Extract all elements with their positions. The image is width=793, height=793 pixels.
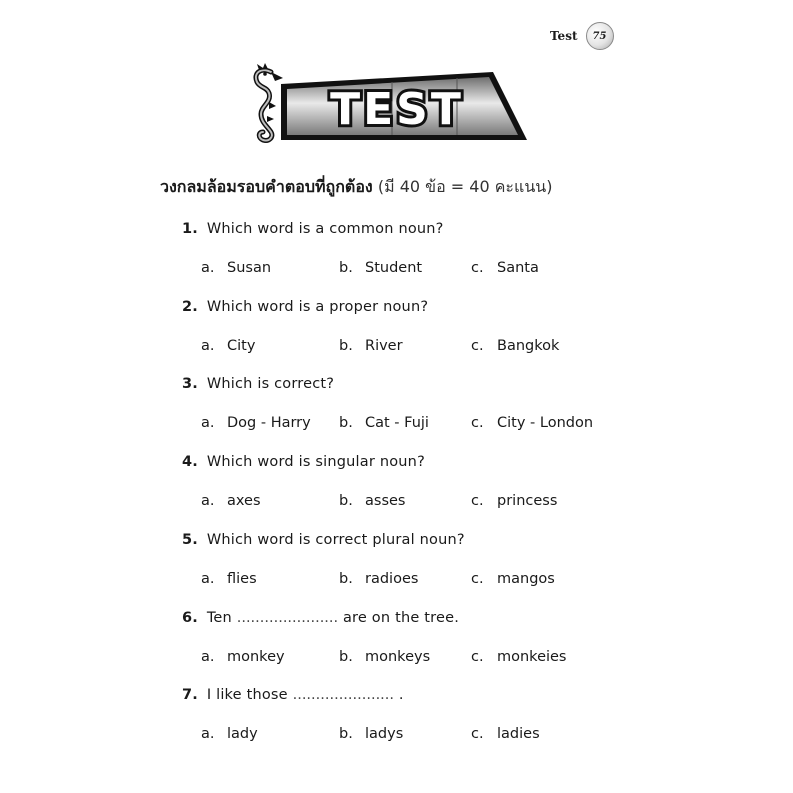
question-number: 6. bbox=[182, 610, 198, 626]
answer-options bbox=[182, 491, 702, 511]
question-4 bbox=[182, 452, 702, 522]
question-text: Which word is correct plural noun? bbox=[206, 532, 465, 548]
question-number: 2. bbox=[182, 299, 198, 315]
instruction bbox=[160, 175, 552, 200]
option-c[interactable]: c. Santa bbox=[471, 260, 539, 276]
instruction-thai: วงกลมล้อมรอบคำตอบที่ถูกต้อง bbox=[160, 177, 373, 196]
option-a[interactable]: a. lady bbox=[201, 726, 258, 742]
option-b[interactable]: b. radioes bbox=[339, 571, 419, 587]
page-number-badge: 75 bbox=[586, 22, 614, 50]
question-number: 3. bbox=[182, 376, 198, 392]
option-b[interactable]: b. asses bbox=[339, 493, 406, 509]
running-header-title: Test bbox=[550, 29, 578, 43]
option-b[interactable]: b. monkeys bbox=[339, 649, 431, 665]
option-a[interactable]: a. Susan bbox=[201, 260, 272, 276]
banner-title: TEST bbox=[330, 84, 464, 135]
answer-blank: ...................... bbox=[236, 610, 339, 626]
option-c[interactable]: c. Bangkok bbox=[471, 338, 560, 354]
answer-blank: ...................... bbox=[292, 687, 395, 703]
seahorse-icon bbox=[256, 63, 283, 140]
answer-options bbox=[182, 647, 702, 667]
question-number: 1. bbox=[182, 221, 198, 237]
instruction-points: (มี 40 ข้อ = 40 คะแนน) bbox=[377, 177, 553, 196]
question-text: Which word is singular noun? bbox=[206, 454, 425, 470]
question-3 bbox=[182, 374, 702, 444]
question-text: Which is correct? bbox=[206, 376, 335, 392]
option-c[interactable]: c. mangos bbox=[471, 571, 555, 587]
test-banner bbox=[247, 62, 529, 146]
option-a[interactable]: a. City bbox=[201, 338, 256, 354]
option-b[interactable]: b. Cat - Fuji bbox=[339, 415, 429, 431]
question-text-before: I like those bbox=[206, 687, 288, 703]
answer-options bbox=[182, 413, 702, 433]
option-c[interactable]: c. City - London bbox=[471, 415, 594, 431]
question-number: 4. bbox=[182, 454, 198, 470]
question-number: 5. bbox=[182, 532, 198, 548]
running-header bbox=[550, 22, 614, 50]
option-b[interactable]: b. River bbox=[339, 338, 403, 354]
option-c[interactable]: c. ladies bbox=[471, 726, 540, 742]
question-text-after: are on the tree. bbox=[342, 610, 460, 626]
option-a[interactable]: a. Dog - Harry bbox=[201, 415, 311, 431]
answer-options bbox=[182, 724, 702, 744]
question-text: Which word is a common noun? bbox=[206, 221, 444, 237]
answer-options bbox=[182, 336, 702, 356]
option-c[interactable]: c. monkeies bbox=[471, 649, 567, 665]
question-7 bbox=[182, 685, 702, 755]
question-6 bbox=[182, 608, 702, 678]
option-b[interactable]: b. Student bbox=[339, 260, 423, 276]
option-b[interactable]: b. ladys bbox=[339, 726, 404, 742]
answer-options bbox=[182, 569, 702, 589]
question-text-before: Ten bbox=[206, 610, 232, 626]
answer-options bbox=[182, 258, 702, 278]
option-a[interactable]: a. axes bbox=[201, 493, 261, 509]
question-5 bbox=[182, 530, 702, 600]
option-c[interactable]: c. princess bbox=[471, 493, 558, 509]
question-text: Which word is a proper noun? bbox=[206, 299, 429, 315]
option-a[interactable]: a. monkey bbox=[201, 649, 285, 665]
question-2 bbox=[182, 297, 702, 367]
question-text-after: . bbox=[398, 687, 404, 703]
question-number: 7. bbox=[182, 687, 198, 703]
option-a[interactable]: a. flies bbox=[201, 571, 257, 587]
question-1 bbox=[182, 219, 702, 289]
